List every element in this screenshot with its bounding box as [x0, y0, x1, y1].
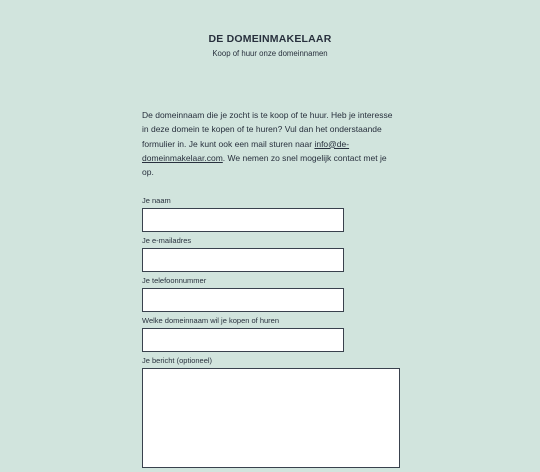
- message-textarea[interactable]: [142, 368, 400, 468]
- email-link[interactable]: info@de-domeinmakelaar.com: [142, 138, 350, 163]
- message-label: Je bericht (optioneel): [142, 356, 213, 366]
- intro-text-after: . We nemen zo snel mogelijk contact met je op.: [142, 152, 387, 178]
- domain-field-group: [142, 316, 400, 352]
- email-label: Je e-mailadres: [142, 236, 192, 246]
- main-content: [142, 108, 400, 472]
- message-field-group: [142, 356, 400, 468]
- site-header: [0, 32, 540, 60]
- phone-field-group: [142, 276, 400, 312]
- name-field-group: [142, 196, 400, 232]
- domain-label: Welke domeinnaam wil je kopen of huren: [142, 316, 280, 326]
- name-input[interactable]: [142, 208, 344, 232]
- contact-form: [142, 196, 400, 468]
- intro-text-before: De domeinnaam die je zocht is te koop of te huur. Heb je interesse in deze domein te kopen of te huren? Vul dan het onderstaande formulier in. Je kunt ook een mail sturen naar: [142, 110, 393, 149]
- name-label: Je naam: [142, 196, 171, 206]
- intro-paragraph: [142, 108, 400, 179]
- phone-input[interactable]: [142, 288, 344, 312]
- email-field-group: [142, 236, 400, 272]
- email-input[interactable]: [142, 248, 344, 272]
- site-tagline: Koop of huur onze domeinnamen: [212, 49, 328, 58]
- domain-input[interactable]: [142, 328, 344, 352]
- site-title[interactable]: DE DOMEINMAKELAAR: [208, 33, 332, 45]
- phone-label: Je telefoonnummer: [142, 276, 207, 286]
